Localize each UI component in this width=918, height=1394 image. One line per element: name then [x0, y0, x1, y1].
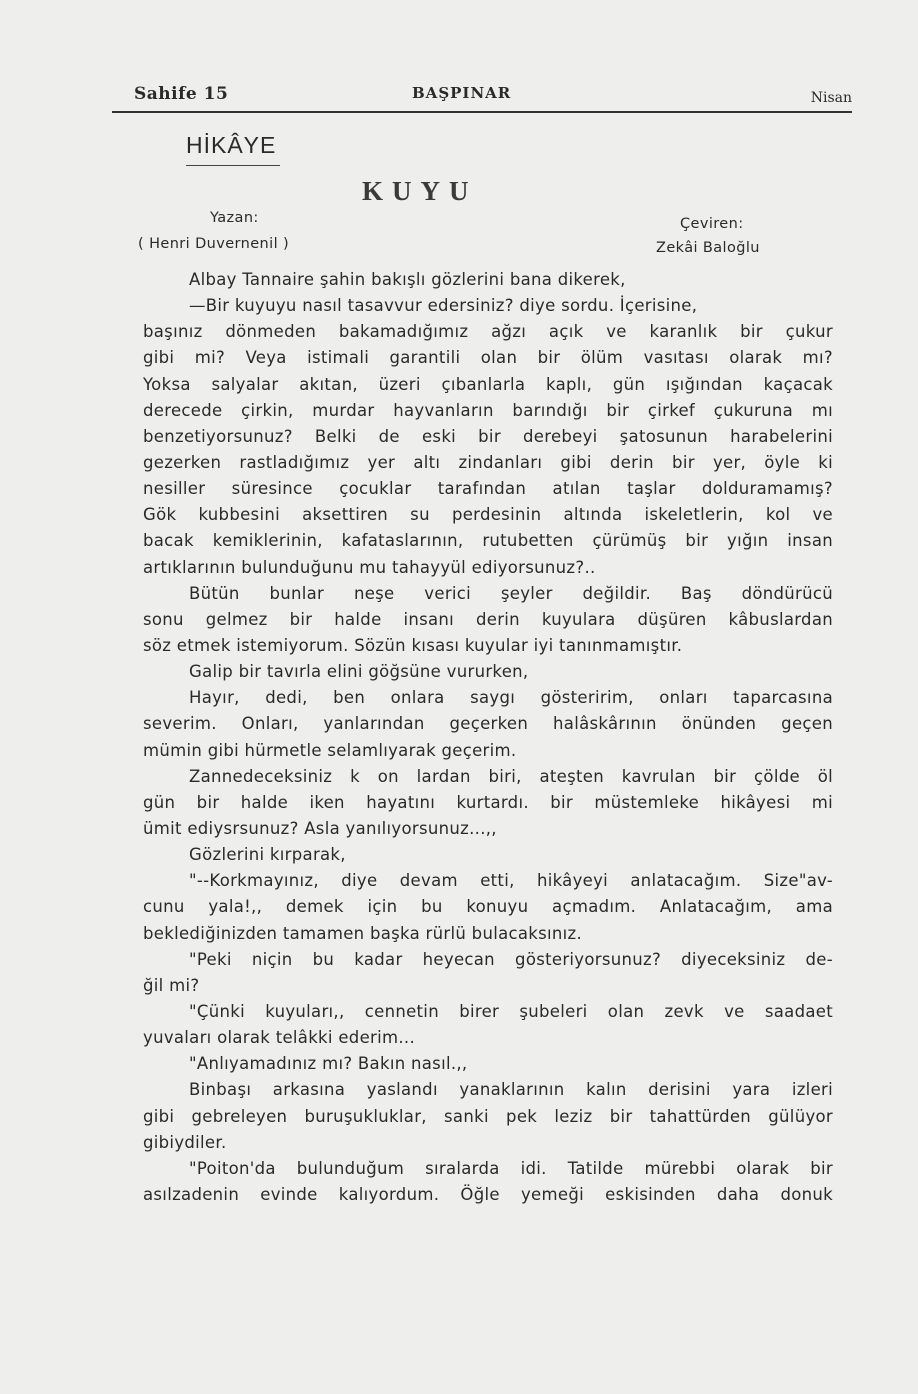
- section-title: HİKÂYE: [186, 132, 277, 158]
- text-line: sonu gelmez bir halde insanı derin kuyulara düşüren kâbuslardan: [143, 609, 833, 629]
- text-line: Zannedeceksiniz k on lardan biri, ateşten kavrulan bir çölde öl: [189, 766, 833, 786]
- text-line: "Çünki kuyuları,, cennetin birer şubeleri olan zevk ve saadaet: [189, 1001, 833, 1021]
- text-line: Galip bir tavırla elini göğsüne vururken,: [189, 662, 529, 682]
- text-line: "Anlıyamadınız mı? Bakın nasıl.,,: [189, 1054, 468, 1074]
- text-line: Gök kubbesini aksettiren su perdesinin altında iskeletlerin, kol ve: [143, 505, 833, 525]
- header-rule: [112, 111, 852, 113]
- text-line: "--Korkmayınız, diye devam etti, hikâyeyi anlatacağım. Size"av-: [189, 871, 833, 891]
- text-line: benzetiyorsunuz? Belki de eski bir derebeyi şatosunun harabelerini: [143, 426, 833, 446]
- text-line: ğil mi?: [143, 975, 200, 995]
- text-line: Binbaşı arkasına yaslandı yanaklarının kalın derisini yara izleri: [189, 1080, 833, 1100]
- text-line: nesiller süresince çocuklar tarafından atılan taşlar dolduramamış?: [143, 479, 833, 499]
- text-line: —Bir kuyuyu nasıl tasavvur edersiniz? diye sordu. İçerisine,: [189, 296, 698, 316]
- text-line: Yoksa salyalar akıtan, üzeri çıbanlarla kaplı, gün ışığından kaçacak: [143, 374, 833, 394]
- text-line: söz etmek istemiyorum. Sözün kısası kuyular iyi tanınmamıştır.: [143, 635, 683, 655]
- magazine-name: BAŞPINAR: [412, 84, 512, 102]
- text-line: gezerken rastladığımız yer altı zindanları gibi derin bir yer, öyle ki: [143, 452, 833, 472]
- translator-label: Çeviren:: [680, 216, 744, 232]
- story-title: KUYU: [362, 176, 478, 206]
- story-body: [143, 267, 833, 1208]
- translator-name: Zekâi Baloğlu: [656, 240, 760, 256]
- text-line: "Poiton'da bulunduğum sıralarda idi. Tatilde mürebbi olarak bir: [189, 1158, 833, 1178]
- text-line: derecede çirkin, murdar hayvanların barındığı bir çirkef çukuruna mı: [143, 400, 833, 420]
- issue-month: Nisan: [810, 90, 852, 106]
- text-line: asılzadenin evinde kalıyordum. Öğle yemeği eskisinden daha donuk: [143, 1184, 833, 1204]
- text-line: Gözlerini kırparak,: [189, 845, 346, 865]
- section-underline: [186, 165, 280, 166]
- text-line: bacak kemiklerinin, kafataslarının, rutubetten çürümüş bir yığın insan: [143, 531, 833, 551]
- text-line: beklediğinizden tamamen başka rürlü bulacaksınız.: [143, 923, 583, 943]
- text-line: gibi mi? Veya istimali garantili olan bir ölüm vasıtası olarak mı?: [143, 348, 833, 368]
- text-line: gün bir halde iken hayatını kurtardı. bir müstemleke hikâyesi mi: [143, 792, 833, 812]
- text-line: gibi gebreleyen buruşukluklar, sanki pek leziz bir tahattürden gülüyor: [143, 1106, 833, 1126]
- text-line: başınız dönmeden bakamadığımız ağzı açık ve karanlık bir çukur: [143, 322, 833, 342]
- text-line: ümit ediysrsunuz? Asla yanılıyorsunuz...,,: [143, 818, 497, 838]
- text-line: artıklarının bulunduğunu mu tahayyül ediyorsunuz?..: [143, 557, 596, 577]
- page-number: Sahife 15: [134, 84, 229, 104]
- text-line: severim. Onları, yanlarından geçerken halâskârının önünden geçen: [143, 714, 833, 734]
- text-line: yuvaları olarak telâkki ederim...: [143, 1028, 415, 1048]
- text-line: Albay Tannaire şahin bakışlı gözlerini bana dikerek,: [189, 270, 626, 289]
- text-line: cunu yala!,, demek için bu konuyu açmadım. Anlatacağım, ama: [143, 897, 833, 917]
- text-line: gibiydiler.: [143, 1132, 227, 1152]
- text-line: "Peki niçin bu kadar heyecan gösteriyorsunuz? diyeceksiniz de-: [189, 949, 833, 969]
- text-line: mümin gibi hürmetle selamlıyarak geçerim.: [143, 740, 517, 760]
- author-name: ( Henri Duvernenil ): [138, 236, 290, 252]
- text-line: Bütün bunlar neşe verici şeyler değildir. Baş döndürücü: [189, 583, 833, 603]
- author-label: Yazan:: [210, 210, 259, 226]
- page-header: [112, 84, 852, 112]
- text-line: Hayır, dedi, ben onlara saygı gösteririm, onları taparcasına: [189, 688, 833, 708]
